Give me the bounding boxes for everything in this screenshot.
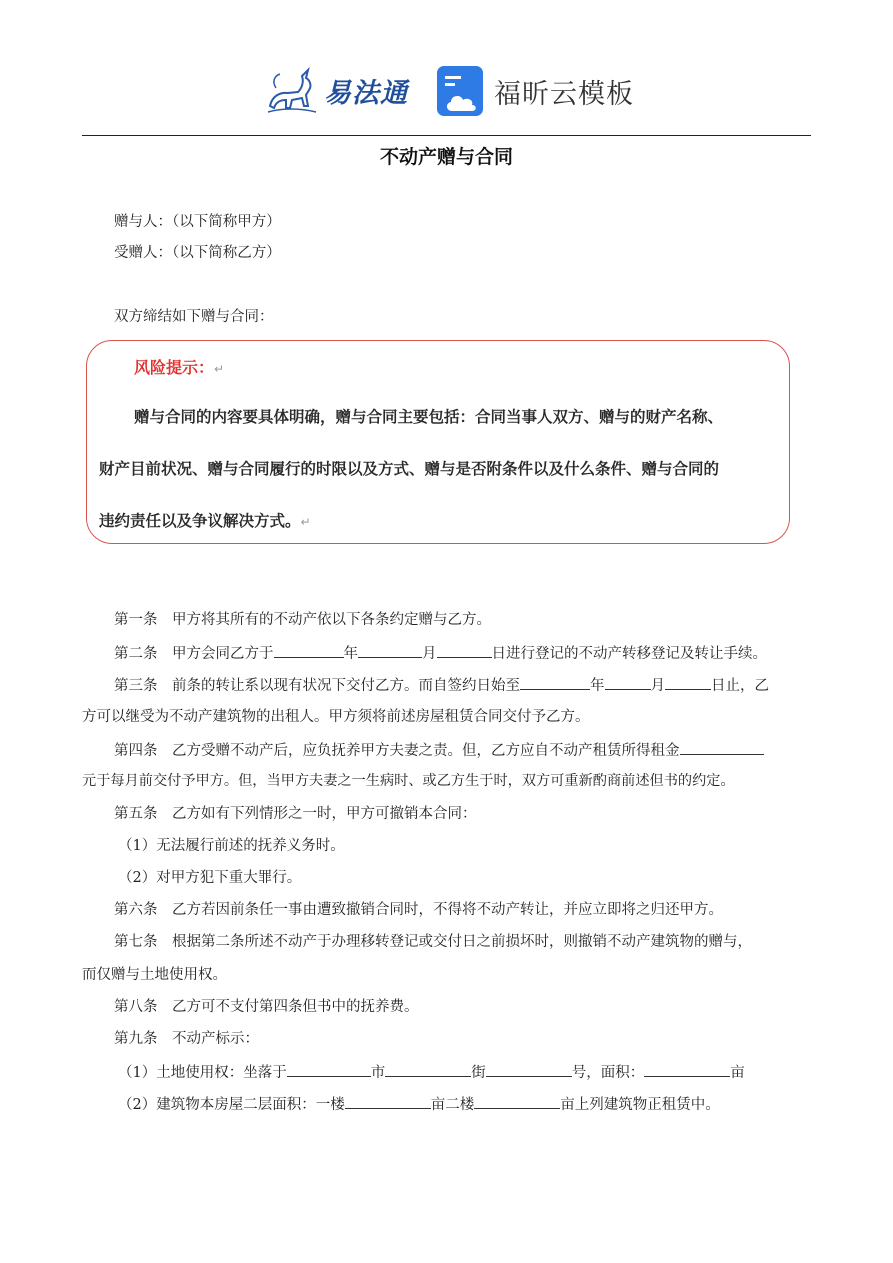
article-5: 第五条 乙方如有下列情形之一时，甲方可撤销本合同： (114, 806, 477, 822)
foxit-template-logo (436, 64, 634, 118)
unicorn-icon (262, 62, 320, 118)
article-4-cont: 元于每月前交付予甲方。但，当甲方夫妻之一生病时、或乙方生于时，双方可重新酌商前述但书的约定。 (82, 773, 735, 789)
brand-right-text: 福昕云模板 (494, 78, 634, 110)
article-4: 第四条 乙方受赠不动产后，应负抚养甲方夫妻之责。但，乙方应自不动产租赁所得租金 (114, 739, 764, 761)
risk-line-2: 财产目前状况、赠与合同履行的时限以及方式、赠与是否附条件以及什么条件、赠与合同的 (99, 460, 720, 478)
intro-line: 双方缔结如下赠与合同： (114, 309, 274, 325)
risk-line-1: 赠与合同的内容要具体明确，赠与合同主要包括：合同当事人双方、赠与的财产名称、 (134, 408, 724, 426)
article-5-item-2: （2）对甲方犯下重大罪行。 (118, 870, 302, 886)
article-5-item-1: （1）无法履行前述的抚养义务时。 (118, 838, 345, 854)
article-3-cont: 方可以继受为不动产建筑物的出租人。甲方须将前述房屋租赁合同交付予乙方。 (82, 709, 590, 725)
article-2: 第二条 甲方会同乙方于 年 月 日进行登记的不动产转移登记及转让手续。 (114, 642, 767, 664)
brand-left-text: 易法通 (324, 77, 408, 109)
article-1: 第一条 甲方将其所有的不动产依以下各条约定赠与乙方。 (114, 612, 491, 628)
article-9: 第九条 不动产标示： (114, 1031, 259, 1047)
article-9-item-1: （1）土地使用权：坐落于 市 街 号，面积： 亩 (118, 1061, 745, 1083)
risk-notice-title: 风险提示：↵ (134, 358, 225, 377)
article-9-item-2: （2）建筑物本房屋二层面积：一楼 亩二楼 亩上列建筑物正租赁中。 (118, 1093, 720, 1115)
cloud-document-icon (436, 65, 486, 117)
article-7: 第七条 根据第二条所述不动产于办理移转登记或交付日之前损坏时，则撤销不动产建筑物的赠与， (114, 934, 752, 950)
article-3: 第三条 前条的转让系以现有状况下交付乙方。而自签约日始至 年 月 日止，乙 (114, 674, 769, 696)
donor-line: 赠与人：（以下简称甲方） (114, 214, 281, 230)
article-6: 第六条 乙方若因前条任一事由遭致撤销合同时，不得将不动产转让，并应立即将之归还甲方。 (114, 902, 723, 918)
document-title: 不动产赠与合同 (379, 146, 513, 168)
donee-line: 受赠人：（以下简称乙方） (114, 245, 281, 261)
yifatong-logo (262, 62, 408, 118)
article-7-cont: 而仅赠与土地使用权。 (82, 967, 227, 983)
article-8: 第八条 乙方可不支付第四条但书中的抚养费。 (114, 999, 419, 1015)
header-divider (82, 135, 811, 136)
risk-line-3: 违约责任以及争议解决方式。↵ (99, 512, 311, 530)
